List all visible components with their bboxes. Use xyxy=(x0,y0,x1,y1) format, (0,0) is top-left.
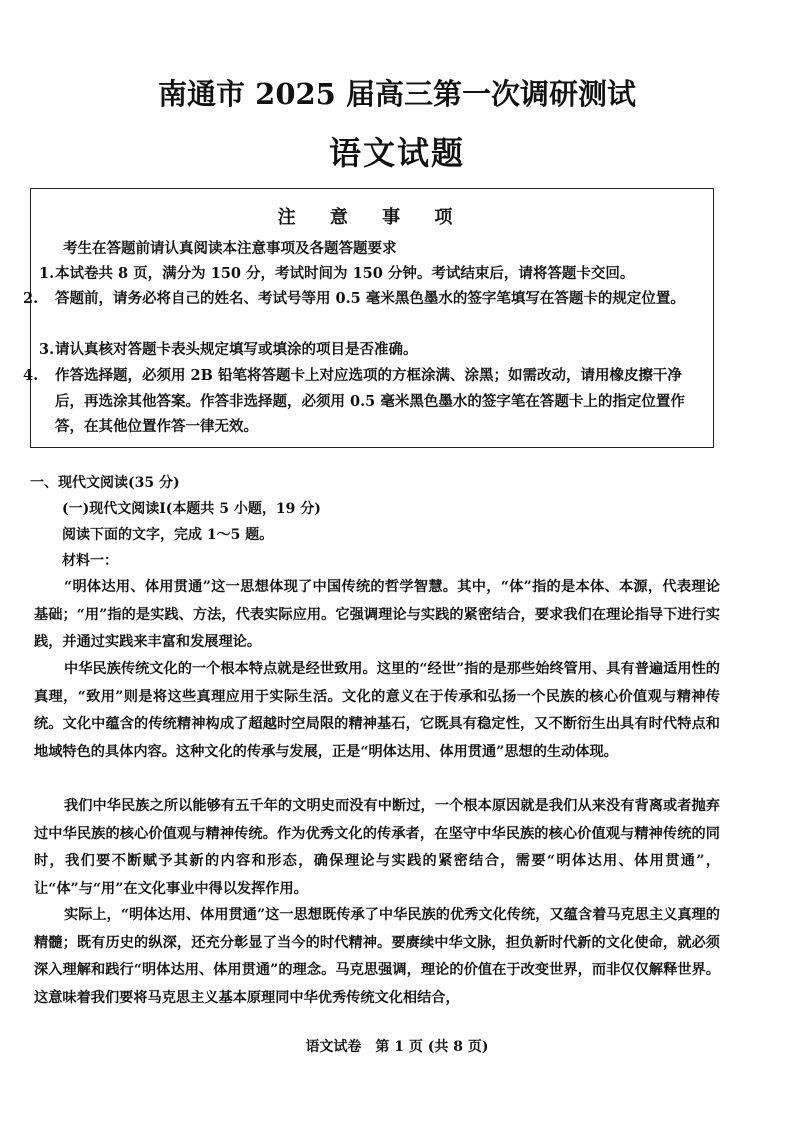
paragraph-1: “明体达用、体用贯通”这一思想体现了中国传统的哲学智慧。其中，“体”指的是本体、本源，代表理论基础；“用”指的是实践、方法，代表实际应用。它强调理论与实践的紧密结合，要求我们在理论指导下进行实践，并通过实践来丰富和发展理论。 xyxy=(34,579,720,651)
notice-item-number: 1. xyxy=(39,265,55,282)
notice-item-text: 请认真核对答题卡表头规定填写或填涂的项目是否准确。 xyxy=(55,341,418,358)
material-label: 材料一： xyxy=(62,553,118,569)
exam-title: 南通市 2025 届高三第一次调研测试 xyxy=(158,77,636,111)
paragraph-2: 中华民族传统文化的一个根本特点就是经世致用。这里的“经世”指的是那些始终管用、具有普遍适用性的真理，“致用”则是将这些真理应用于实际生活。文化的意义在于传承和弘扬一个民族的核心价值观与精神传统。文化中蕴含的传统精神构成了超越时空局限的精神基石，它既具有稳定性，又不断衍生出具有时代特点和地域特色的具体内容。这种文化的传承与发展，正是“明体达用、体用贯通”思想的生动体现。 xyxy=(34,661,720,760)
paragraph-4: 实际上，“明体达用、体用贯通”这一思想既传承了中华民族的优秀文化传统，又蕴含着马克思主义真理的精髓；既有历史的纵深，还充分彰显了当今的时代精神。要赓续中华文脉，担负新时代新的文化使命，就必须深入理解和践行“明体达用、体用贯通”的理念。马克思强调，理论的价值在于改变世界，而非仅仅解释世界。这意味着我们要将马克思主义基本原理同中华优秀传统文化相结合， xyxy=(34,907,720,1006)
notice-item-number: 3. xyxy=(39,341,55,358)
section-instruction: 阅读下面的文字，完成 1～5 题。 xyxy=(62,527,274,543)
notice-item-text: 作答选择题，必须用 2B 铅笔将答题卡上对应选项的方框涂满、涂黑；如需改动，请用橡皮擦干净后，再选涂其他答案。作答非选择题，必须用 0.5 毫米黑色墨水的签字笔在答题卡上的指定位置作答，在其他位置作答一律无效。 xyxy=(55,367,685,435)
notice-item-text: 答题前，请务必将自己的姓名、考试号等用 0.5 毫米黑色墨水的签字笔填写在答题卡的规定位置。 xyxy=(55,290,685,307)
notice-item-3 xyxy=(39,337,709,363)
section-title: 一、现代文阅读(35 分) xyxy=(30,475,180,491)
notice-item-2 xyxy=(23,286,709,312)
notice-intro: 考生在答题前请认真阅读本注意事项及各题答题要求 xyxy=(63,240,397,257)
notice-box xyxy=(23,188,714,448)
notice-item-4 xyxy=(23,363,709,440)
exam-subject-title: 语文试题 xyxy=(328,134,465,172)
paragraph-3: 我们中华民族之所以能够有五千年的文明史而没有中断过，一个根本原因就是我们从来没有背离或者抛弃过中华民族的核心价值观与精神传统。作为优秀文化的传承者，在坚守中华民族的核心价值观与精神传统的同时，我们要不断赋予其新的内容和形态，确保理论与实践的紧密结合，需要“明体达用、体用贯通”，让“体”与“用”在文化事业中得以发挥作用。 xyxy=(34,798,720,897)
notice-item-number: 2. xyxy=(23,290,39,307)
notice-item-number: 4. xyxy=(23,367,39,384)
notice-item-1 xyxy=(39,261,709,287)
section-subtitle: (一)现代文阅读Ⅰ(本题共 5 小题，19 分) xyxy=(62,501,321,517)
notice-item-text: 本试卷共 8 页，满分为 150 分，考试时间为 150 分钟。考试结束后，请将答题卡交回。 xyxy=(55,265,635,282)
page-footer: 语文试卷 第 1 页 (共 8 页) xyxy=(305,1039,489,1055)
notice-heading: 注 意 事 项 xyxy=(277,207,467,228)
